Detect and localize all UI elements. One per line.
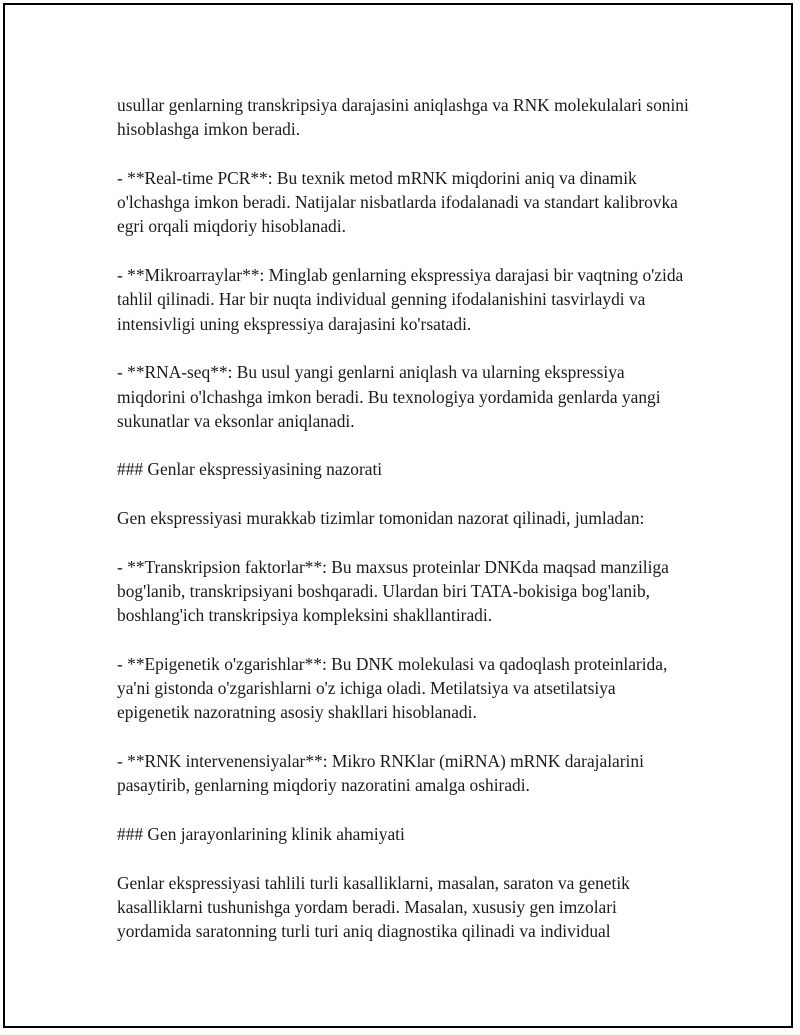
paragraph-klinik: Genlar ekspressiyasi tahlili turli kasalliklarni, masalan, saraton va genetik kasalliklarni tushunishga yordam beradi. Masalan, xususiy gen imzolari yordamida saratonning turli turi aniq diagnostika qilinadi va individual	[117, 872, 630, 942]
list-item-rna-seq: - **RNA-seq**: Bu usul yangi genlarni aniqlash va ularning ekspressiya miqdorini o'lchashga imkon beradi. Bu texnologiya yordamida genlarda yangi sukunatlar va eksonlar aniqlanadi.	[117, 362, 661, 431]
paragraph-intro-continuation: usullar genlarning transkripsiya darajasini aniqlashga va RNK molekulalari sonini hisoblashga imkon beradi.	[117, 95, 689, 140]
list-item-rnk-intervenensiyalar: - **RNK intervenensiyalar**: Mikro RNKlar (miRNA) mRNK darajalarini pasaytirib, genlarning miqdoriy nazoratini amalga oshiradi.	[117, 751, 644, 796]
list-item-mikroarraylar: - **Mikroarraylar**: Minglab genlarning ekspressiya darajasi bir vaqtning o'zida tahlil qilinadi. Har bir nuqta individual genning ifodalanishini tasvirlaydi va intensivligi uning ekspressiya darajasini ko'rsatadi.	[117, 265, 684, 334]
section-heading-klinik-ahamiyati: ### Gen jarayonlarining klinik ahamiyati	[117, 823, 405, 844]
paragraph-nazorat-intro: Gen ekspressiyasi murakkab tizimlar tomonidan nazorat qilinadi, jumladan:	[117, 508, 645, 529]
section-heading-nazorat: ### Genlar ekspressiyasining nazorati	[117, 459, 383, 480]
list-item-real-time-pcr: - **Real-time PCR**: Bu texnik metod mRNK miqdorini aniq va dinamik o'lchashga imkon beradi. Natijalar nisbatlarda ifodalanadi va standart kalibrovka egri orqali miqdoriy hisoblanadi.	[117, 167, 678, 237]
document-body	[117, 93, 692, 943]
list-item-epigenetik: - **Epigenetik o'zgarishlar**: Bu DNK molekulasi va qadoqlash proteinlarida, ya'ni gistonda o'zgarishlarni o'z ichiga oladi. Metilatsiya va atsetilatsiya epigenetik nazoratning asosiy shakllari hisoblanadi.	[117, 653, 668, 723]
list-item-transkripsion-faktorlar: - **Transkripsion faktorlar**: Bu maxsus proteinlar DNKda maqsad manziliga bog'lanib, transkripsiyani boshqaradi. Ulardan biri TATA-bokisiga bog'lanib, boshlang'ich transkripsiya kompleksini shakllantiradi.	[117, 556, 669, 626]
